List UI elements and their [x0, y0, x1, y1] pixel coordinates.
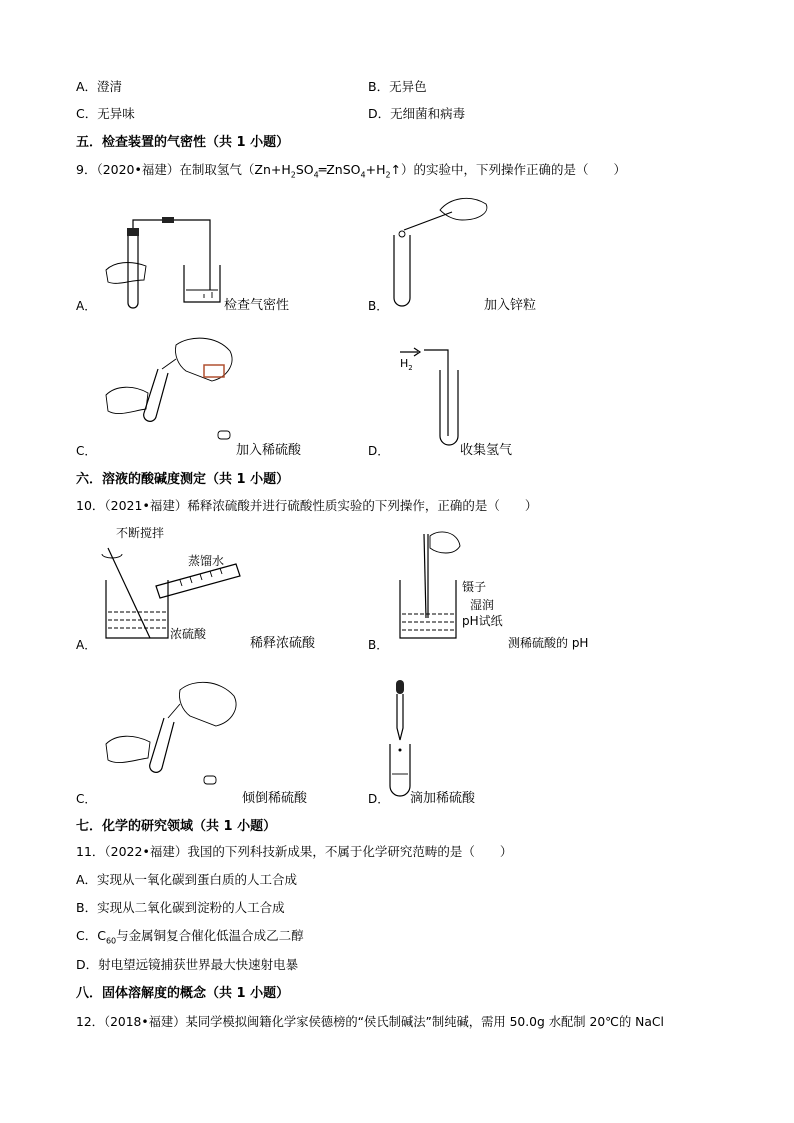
q11-stem: 11．（2022•福建）我国的下列科技新成果，不属于化学研究范畴的是（ ） — [76, 844, 513, 859]
q8-option-c: C．无异味 — [76, 106, 135, 121]
q9-stem-part: +H — [365, 162, 386, 177]
q10-d-caption: 滴加稀硫酸 — [410, 791, 476, 806]
q9-sub: 4 — [360, 170, 366, 180]
q9-d-h2-sub: 2 — [408, 364, 413, 373]
q11-option-a: A．实现从一氧化碳到蛋白质的人工合成 — [76, 872, 298, 887]
q9-stem-prefix: 9．（2020•福建）在制取氢气（Zn+H — [76, 162, 291, 177]
q9-d-caption: 收集氢气 — [460, 443, 513, 458]
q11-option-c — [76, 926, 304, 946]
q9-c-figure — [100, 325, 250, 445]
q9-stem-eq: ═ZnSO — [318, 162, 361, 177]
q9-a-letter: A． — [76, 299, 97, 313]
q11-c-sub: 60 — [105, 936, 117, 946]
q10-b-caption: 测稀硫酸的 pH — [508, 636, 589, 650]
q10-a-caption: 稀释浓硫酸 — [250, 636, 316, 651]
q9-stem — [76, 160, 626, 180]
q10-a-letter: A． — [76, 638, 97, 652]
section-7-title: 七．化学的研究领域（共 1 小题） — [76, 819, 277, 834]
q10-d-letter: D． — [368, 792, 390, 806]
q10-c-letter: C． — [76, 792, 97, 806]
q10-b-tweezer-label: 镊子 — [462, 580, 487, 594]
q9-c-letter: C． — [76, 444, 97, 458]
q10-c-caption: 倾倒稀硫酸 — [242, 791, 308, 806]
q9-d-h2: H — [400, 357, 409, 370]
q9-stem-suffix: ↑）的实验中，下列操作正确的是（ ） — [390, 162, 627, 177]
q9-a-caption: 检查气密性 — [224, 298, 290, 313]
q10-a-acid-label: 浓硫酸 — [170, 627, 207, 641]
q9-b-figure — [390, 190, 500, 310]
q10-stem: 10．（2021•福建）稀释浓硫酸并进行硫酸性质实验的下列操作，正确的是（ ） — [76, 498, 538, 513]
section-5-title: 五．检查装置的气密性（共 1 小题） — [76, 135, 290, 150]
q9-b-caption: 加入锌粒 — [484, 298, 537, 313]
q10-a-stir-label: 不断搅拌 — [116, 526, 165, 540]
q10-a-water-label: 蒸馏水 — [188, 554, 225, 568]
q9-b-letter: B． — [368, 299, 389, 313]
q9-a-figure — [100, 210, 230, 310]
q10-c-figure — [100, 672, 250, 792]
q9-sub: 2 — [385, 170, 391, 180]
q12-stem: 12．（2018•福建）某同学模拟闽籍化学家侯德榜的“侯氏制碱法”制纯碱，需用 50.0g 水配制 20℃的 NaCl — [76, 1015, 664, 1029]
q9-sub: 2 — [290, 170, 296, 180]
q10-b-letter: B． — [368, 638, 389, 652]
section-6-title: 六．溶液的酸碱度测定（共 1 小题） — [76, 472, 290, 487]
q8-option-d: D．无细菌和病毒 — [368, 106, 466, 121]
q11-option-d: D．射电望远镜捕获世界最大快速射电暴 — [76, 957, 299, 972]
q10-d-figure — [386, 678, 416, 798]
q11-c-suffix: 与金属铜复合催化低温合成乙二醇 — [116, 928, 304, 943]
q10-b-paper-label: pH试纸 — [462, 614, 503, 628]
q10-b-wet-label: 湿润 — [470, 598, 495, 612]
q9-d-letter: D． — [368, 444, 390, 458]
q11-option-b: B．实现从二氧化碳到淀粉的人工合成 — [76, 900, 285, 915]
q9-stem-part: SO — [295, 162, 314, 177]
q9-sub: 4 — [313, 170, 319, 180]
q9-c-caption: 加入稀硫酸 — [236, 443, 302, 458]
section-8-title: 八．固体溶解度的概念（共 1 小题） — [76, 986, 290, 1001]
q9-d-h2-label — [400, 357, 413, 372]
q8-option-b: B．无异色 — [368, 79, 427, 94]
q11-c-prefix: C．C — [76, 928, 106, 943]
q8-option-a: A．澄清 — [76, 79, 123, 94]
